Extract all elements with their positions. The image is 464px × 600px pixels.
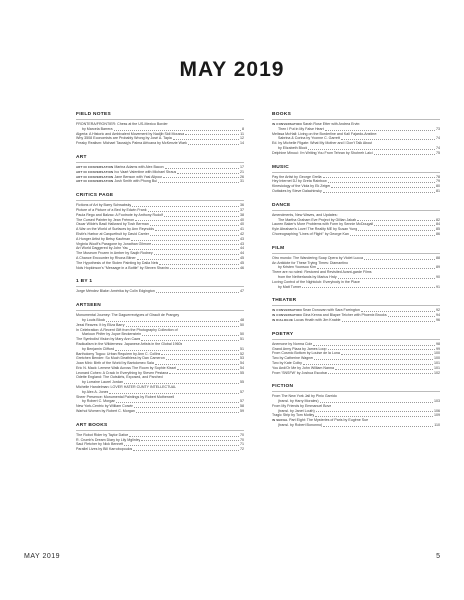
dot-leader [188, 144, 239, 145]
dot-leader [114, 130, 241, 131]
dot-leader [323, 192, 435, 193]
entry-text: Radicalism in the Wilderness: Japanese Artists in the Global 1960s [76, 341, 183, 346]
entry-tag: ART IN CONVERSATION [76, 169, 114, 174]
dot-leader [133, 450, 239, 451]
entry-text: Paula Rego and Balzac: A Footnote by Anthony Rudolf [76, 212, 163, 217]
entry-page-number: 26 [240, 174, 244, 179]
entry-page-number: 43 [240, 236, 244, 241]
entry-page-number: 100 [434, 356, 440, 361]
entry-text: Warhol Women by Robert C. Morgan [76, 409, 135, 414]
entry-page-number: 74 [436, 136, 440, 141]
dot-leader [357, 220, 435, 221]
entry-page-number: 74 [436, 145, 440, 150]
entry-text: You And/Or Me by John William Nanna [272, 365, 334, 370]
entry-page-number: 75 [436, 150, 440, 155]
entry-text: A Chance Encounter by Rhona Bitner [76, 255, 136, 260]
toc-entry[interactable] [272, 232, 440, 237]
entry-page-number: 50 [240, 332, 244, 337]
dot-leader [135, 220, 239, 221]
entry-text: FRONTERA/FRONTIER: Chess at the US-Mexico Border [76, 122, 168, 126]
entry-text: Otro mundo: The Wandering Soap Opera by Violet Lucca [272, 255, 364, 260]
toc-entry[interactable] [76, 266, 244, 271]
entry-page-number: 59 [240, 409, 244, 414]
entry-text: Lauren Baker's More Problems with Form by Sennie McDougall [272, 222, 374, 227]
entry-title [272, 151, 373, 156]
entry-page-number: 73 [436, 126, 440, 131]
dot-leader [338, 278, 435, 279]
dot-leader [137, 259, 239, 260]
entry-text: Algeria: A Historic and Ambivalent Movement by Nadjib Sidi Moussa [76, 131, 185, 136]
entry-page-number: 57 [240, 389, 244, 394]
entry-text: Josh Smith with Phong Bui [114, 179, 158, 184]
dot-leader [126, 326, 239, 327]
section-heading: CRITICS PAGE [76, 193, 244, 201]
dot-leader [374, 154, 435, 155]
entry-text: Oscar Wilde's Basil Hallward by Tosh Berman [76, 222, 149, 227]
entry-text: R. Crumb's Dream Diary by Lily Mglinley [76, 437, 141, 442]
dot-leader [116, 402, 239, 403]
entry-text: Jorge Méndez Blake: Amérika by Colin Edgington [76, 289, 155, 294]
toc-section [272, 203, 440, 237]
dot-leader [134, 407, 239, 408]
entry-text: Outtakes by Steve Dalachinsky [272, 188, 322, 193]
entry-page-number: 57 [240, 399, 244, 404]
dot-leader [177, 173, 239, 174]
section-heading: 1 BY 1 [76, 279, 244, 287]
dot-leader [152, 244, 239, 245]
toc-section [76, 193, 244, 270]
entry-page-number: 71 [240, 442, 244, 447]
section-heading: POETRY [272, 332, 440, 340]
dot-leader [132, 206, 239, 207]
entry-page-number: 55 [240, 380, 244, 385]
entry-text: by Robert C. Morgan [82, 399, 116, 404]
entry-page-number: 50 [240, 322, 244, 327]
dot-leader [342, 321, 436, 322]
entry-text: by Louis Block [82, 317, 106, 322]
entry-title [278, 423, 322, 428]
entry-page-number: 94 [436, 313, 440, 318]
entry-text: Hey Internet DJ by Greta Rainbow [272, 179, 327, 184]
entry-page-number: 109 [434, 413, 440, 418]
entry-tag: IN CONVERSATION [272, 122, 302, 126]
dot-leader [170, 268, 239, 269]
entry-text: Fictions of Art by Barry Schwabsky [76, 203, 132, 208]
dot-leader [302, 287, 435, 288]
entry-title [278, 285, 301, 290]
entry-text: Delphine Minoui: I'm Writing You From Tehran by Shohreh Laici [272, 150, 373, 155]
dot-leader [313, 345, 435, 346]
toc-section [76, 279, 244, 294]
entry-page-number: 21 [240, 169, 244, 174]
entry-text: Picture of a Picture of a Bed by Edwin Frank [76, 207, 147, 212]
dot-leader [341, 354, 433, 355]
toc-section [272, 298, 440, 322]
dot-leader [164, 216, 239, 217]
page-title: MAY 2019 [179, 58, 285, 81]
entry-text: Amendments, New Waves, and Updates: [272, 212, 338, 217]
entry-text: by Elizabeth Block [278, 145, 308, 150]
entry-text: Marioun Phifer by Joyce Beckenstein [82, 332, 142, 337]
dot-leader [364, 259, 435, 260]
dot-leader [323, 177, 435, 178]
dot-leader [328, 349, 435, 350]
entry-page-number: 103 [434, 399, 440, 404]
toc-entry[interactable] [272, 371, 440, 376]
dot-leader [388, 316, 435, 317]
dot-leader [150, 225, 239, 226]
dot-leader [350, 235, 435, 236]
entry-text: by Lorraine Laurel Jordan [82, 380, 123, 385]
dot-leader [177, 369, 239, 370]
dot-leader [148, 211, 239, 212]
entry-text: Loving Control of the Nightclub: Everybody in the Place [272, 279, 360, 284]
dot-leader [323, 426, 433, 427]
dot-leader [154, 254, 239, 255]
page-number: 5 [436, 553, 440, 560]
entry-page-number: 43 [240, 241, 244, 246]
toc-entry[interactable] [272, 423, 440, 428]
entry-page-number: 31 [240, 179, 244, 184]
entry-text: Grand Army Plaza by James Loop [272, 346, 327, 351]
entry-text: From 'SNSFW' by Joshua Escobar [272, 370, 328, 375]
dot-leader [115, 350, 239, 351]
dot-leader [325, 130, 435, 131]
entry-text: The Hypothesis of the Stolen Painting by Dalia Neis [76, 260, 159, 265]
entry-title [76, 409, 135, 414]
toc-entry[interactable] [76, 141, 244, 146]
toc-section [76, 112, 244, 146]
entry-text: Kinesiology of the Viola by Ek Zeiger [272, 184, 331, 189]
entry-page-number: 8 [242, 126, 244, 131]
entry-text: Melissa McHall: Living on the Borderline and Kali Fajardo-Anstine: [272, 131, 378, 136]
entry-page-number: 41 [240, 227, 244, 232]
dot-leader [165, 168, 239, 169]
entry-page-number: 92 [436, 308, 440, 313]
dot-leader [173, 139, 239, 140]
entry-text: The Symbolist Vision by Mary Ann Caws [76, 337, 141, 342]
dot-leader [141, 440, 239, 441]
toc-section [76, 303, 244, 414]
entry-tag: IN DIALOGUE [272, 317, 294, 322]
entry-page-number: 82 [436, 217, 440, 222]
entry-text: There are no rules!: Restored and Revisited Avant-garde Films [272, 270, 372, 275]
entry-text: Sarah Rose Etter with Andrea Ervin: [302, 122, 361, 126]
entry-page-number: 99 [436, 346, 440, 351]
entry-text: Ivo Vaart Valentine with Michael Straus [114, 169, 177, 174]
dot-leader [131, 240, 239, 241]
entry-page-number: 79 [436, 179, 440, 184]
entry-text: Sean Donovan with Sara Farrington [302, 308, 360, 313]
dot-leader [166, 359, 239, 360]
entry-text: from the Netherlands by Marius Hrdy [278, 274, 337, 279]
dot-leader [163, 177, 239, 178]
dot-leader [155, 230, 239, 231]
entry-text: Gina Kenna and Blayze Teicher with Phoenix Brooks [302, 313, 387, 318]
entry-page-number: 90 [436, 274, 440, 279]
toc-section [272, 332, 440, 376]
toc-section [76, 423, 244, 452]
entry-text: Elstir's Harbor at Carquethuit by David Carrier [76, 231, 149, 236]
entry-page-number: 84 [436, 222, 440, 227]
toc-entry[interactable] [272, 151, 440, 156]
entry-page-number: 88 [436, 255, 440, 260]
entry-page-number: 45 [240, 255, 244, 260]
entry-page-number: 96 [436, 317, 440, 322]
entry-text: In Celebration: A Recent Gift from the Photography Collection of [76, 327, 178, 332]
entry-page-number: 17 [240, 164, 244, 169]
entry-tag: IN CONVERSATION [272, 313, 302, 318]
toc-entry[interactable] [76, 447, 244, 452]
dot-leader [358, 230, 435, 231]
entry-text: by Alex A. Jones [82, 389, 109, 394]
toc-section [76, 155, 244, 184]
dot-leader [156, 292, 239, 293]
entry-tag: IN CONVERSATION [272, 308, 302, 313]
section-heading: ARTSEEN [76, 303, 244, 311]
entry-page-number: 78 [436, 174, 440, 179]
entry-text: Sabrina & Corina by Yvonne C. Garrett [278, 136, 340, 141]
section-heading: ART BOOKS [76, 423, 244, 431]
entry-text: A Hunger Artist by Betsy Kaufman [76, 236, 131, 241]
dot-leader [317, 268, 435, 269]
entry-text: Jane Benson with Yasi Alipour [114, 174, 163, 179]
entry-text: by Matt Turner [278, 284, 302, 289]
entry-page-number: 89 [436, 265, 440, 270]
entry-page-number: 80 [436, 184, 440, 189]
entry-text: Art World Daggered by John Yau [76, 246, 129, 251]
entry-page-number: 100 [434, 351, 440, 356]
entry-page-number: 98 [436, 341, 440, 346]
entry-page-number: 37 [240, 207, 244, 212]
dot-leader [158, 182, 239, 183]
dot-leader [109, 393, 239, 394]
entry-text: Bartholomy Togou: Urban Requiem by Ann C. Collins [76, 351, 161, 356]
entry-text: New York-Centric by William Corwin [76, 404, 134, 409]
entry-tag: ART IN CONVERSATION [76, 164, 114, 169]
entry-title [76, 141, 187, 146]
dot-leader [328, 182, 435, 183]
toc-right-column [272, 112, 440, 437]
dot-leader [374, 225, 435, 226]
entry-page-number: 70 [240, 437, 244, 442]
entry-page-number: 110 [434, 423, 440, 428]
entry-text: Pay the Artist by George Grella [272, 174, 322, 179]
dot-leader [141, 340, 239, 341]
entry-page-number: 40 [240, 217, 244, 222]
toc-left-column [76, 112, 244, 461]
entry-text: by Benjamin Clifford [82, 346, 115, 351]
entry-page-number: 36 [240, 203, 244, 208]
entry-text: From My Friends by Emmanuel Bove [272, 403, 332, 408]
entry-text: Saul Fletcher by Nick Bennett [76, 442, 124, 447]
dot-leader [161, 354, 239, 355]
entry-page-number: 44 [240, 251, 244, 256]
dot-leader [129, 436, 239, 437]
entry-text: Ed. by Michelle Filgate: What My Mother and I Don't Talk About [272, 141, 373, 146]
entry-text: Kyle Abraham's Love! The Reality ME by Susan Yung [272, 227, 358, 232]
entry-text: (transl. by Janet Louth) [278, 408, 315, 413]
entry-page-number: 42 [240, 231, 244, 236]
entry-page-number: 86 [436, 231, 440, 236]
dot-leader [303, 364, 433, 365]
entry-page-number: 14 [240, 141, 244, 146]
entry-tag: ART IN CONVERSATION [76, 179, 114, 184]
section-heading: FIELD NOTES [76, 112, 244, 120]
entry-page-number: 70 [240, 432, 244, 437]
toc-entry[interactable] [76, 179, 244, 184]
entry-text: by Marcela Barrera [82, 126, 113, 131]
entry-page-number: 53 [240, 356, 244, 361]
entry-title [76, 289, 155, 294]
dot-leader [328, 373, 433, 374]
entry-text: Joan Miró: Birth of the World by Bartolomeo Sala [76, 361, 154, 366]
dot-leader [341, 139, 435, 140]
entry-page-number: 102 [434, 370, 440, 375]
entry-title [76, 266, 169, 271]
dot-leader [129, 249, 239, 250]
entry-title [272, 318, 341, 323]
dot-leader [315, 416, 433, 417]
dot-leader [136, 412, 239, 413]
entry-text: Virginia Woolf's Paragone by Jonathan Gilmore [76, 241, 152, 246]
entry-page-number: 47 [240, 289, 244, 294]
entry-text: An Antidote for These Trying Times: Diamantino [272, 260, 349, 265]
entry-text: Choreographing "Lines of Flight" by George Kan [272, 231, 349, 236]
entry-text: The Cursed Painter by Jean Frémon [76, 217, 135, 222]
entry-text: Two by Catherine Wagner [272, 356, 314, 361]
entry-title [272, 189, 322, 194]
entry-text: The Martha Graham Eve Project by Gillian Jakab [278, 217, 357, 222]
entry-page-number: 45 [240, 260, 244, 265]
entry-page-number: 44 [240, 246, 244, 251]
toc-entry[interactable] [272, 189, 440, 194]
dot-leader [314, 359, 433, 360]
entry-text: Why 3508 Economists are Probably Wrong by José A. Tapia [76, 136, 172, 141]
entry-text: Freaky Realism: Michael Taussig's Palma Africana by McKenzie Wark [76, 141, 187, 146]
section-heading: FICTION [272, 384, 440, 392]
section-heading: FILM [272, 246, 440, 254]
entry-text: Jessi Reaves: It by Eliza Barry [76, 322, 125, 327]
entry-page-number: 85 [436, 227, 440, 232]
toc-entry[interactable] [272, 318, 440, 323]
dot-leader [320, 402, 433, 403]
entry-page-number: 51 [240, 346, 244, 351]
entry-text: Sheer Presence: Monumental Paintings by Robert Motherwell [76, 394, 175, 399]
dot-leader [308, 149, 435, 150]
dot-leader [155, 364, 239, 365]
entry-text: (transl. by Robert Bononno) [278, 423, 323, 428]
entry-page-number: 40 [240, 222, 244, 227]
entry-text: Part Eight: The Mysteries of Paris by Eugène Sue [289, 418, 369, 423]
entry-tag: ART IN CONVERSATION [76, 174, 114, 179]
dot-leader [316, 411, 433, 412]
dot-leader [106, 321, 239, 322]
entry-text: Gretchen Bender: So Much Deathless by Dan Cameron [76, 356, 165, 361]
entry-text: Nols Hopkinson's "Message in a Bottle" by Steven Shaviro [76, 265, 169, 270]
entry-text: Tragic Strip by Tom Motley [272, 413, 315, 418]
entry-text: Odette England: The Outskirts, Exposed, and Parched [76, 375, 163, 380]
dot-leader [331, 187, 435, 188]
entry-text: Parallel Lives by Bill Karrobopoulos [76, 447, 133, 452]
entry-text: From Cosmic Bottom by Louise de la Luna [272, 351, 340, 356]
section-heading: MUSIC [272, 165, 440, 173]
entry-page-number: 11 [240, 131, 244, 136]
entry-text: Monumental Journey: The Daguerreotypes of Girault de Prangey [76, 313, 180, 318]
dot-leader [159, 264, 239, 265]
entry-title [76, 179, 157, 184]
entry-page-number: 51 [240, 337, 244, 342]
entry-page-number: 91 [436, 284, 440, 289]
entry-page-number: 52 [240, 351, 244, 356]
entry-text: From The New York Jail by Pinio Garrido [272, 394, 337, 399]
toc-entry[interactable] [76, 409, 244, 414]
entry-text: A War on the World of Surfaces by Ann Reynolds [76, 227, 155, 232]
toc-section [272, 246, 440, 290]
dot-leader [335, 369, 433, 370]
entry-page-number: 106 [434, 408, 440, 413]
entry-page-number: 101 [434, 365, 440, 370]
entry-page-number: 54 [240, 361, 244, 366]
entry-tag: IN SERIAL [272, 418, 289, 423]
section-heading: THEATER [272, 298, 440, 306]
dot-leader [150, 235, 239, 236]
dot-leader [169, 373, 239, 374]
entry-title [76, 447, 132, 452]
section-heading: BOOKS [272, 112, 440, 120]
section-heading: DANCE [272, 203, 440, 211]
footer-issue: MAY 2019 [24, 553, 61, 560]
entry-text: Michelle Handelman: LOVER HATER CUNTY INTELLECTUAL [76, 385, 177, 390]
entry-text: The Robot Rider by Taylor Dafoe [76, 432, 129, 437]
toc-section [272, 384, 440, 428]
entry-text: Two by Kate Colby [272, 360, 302, 365]
dot-leader [142, 335, 239, 336]
entry-page-number: 54 [240, 365, 244, 370]
dot-leader [124, 383, 239, 384]
entry-text: Marina Adams with Alex Bacon [114, 164, 164, 169]
entry-page-number: 12 [240, 136, 244, 141]
entry-title [272, 371, 327, 376]
toc-section [272, 165, 440, 194]
entry-text: Leonard Cohen: A Crack In Everything by Steven Pestana [76, 370, 169, 375]
entry-page-number: 55 [240, 370, 244, 375]
entry-text: (transl. by Harry Morales) [278, 399, 319, 404]
entry-page-number: 46 [240, 265, 244, 270]
entry-page-number: 101 [434, 360, 440, 365]
dot-leader [124, 445, 239, 446]
entry-text: Eric N. Mack: Lemme Walk Across The Room by Sophie Kissel [76, 365, 177, 370]
entry-page-number: 38 [240, 212, 244, 217]
entry-text: by Kristen Yoonsoo Kim [278, 265, 316, 270]
dot-leader [185, 134, 239, 135]
toc-entry[interactable] [76, 289, 244, 294]
entry-text: Anemone by Norma Cole [272, 341, 313, 346]
entry-page-number: 58 [240, 404, 244, 409]
entry-text: Then I Put in My False Heart [278, 126, 324, 131]
entry-text: The Museum Frozen in Amber by Saqib Rodney [76, 251, 153, 256]
entry-text: Lucas Hnath with Jim Knable [294, 317, 341, 322]
section-heading: ART [76, 155, 244, 163]
entry-title [272, 232, 349, 237]
entry-page-number: 81 [436, 188, 440, 193]
dot-leader [361, 311, 435, 312]
toc-entry[interactable] [272, 285, 440, 290]
entry-page-number: 72 [240, 447, 244, 452]
toc-section [272, 112, 440, 156]
entry-page-number: 48 [240, 317, 244, 322]
